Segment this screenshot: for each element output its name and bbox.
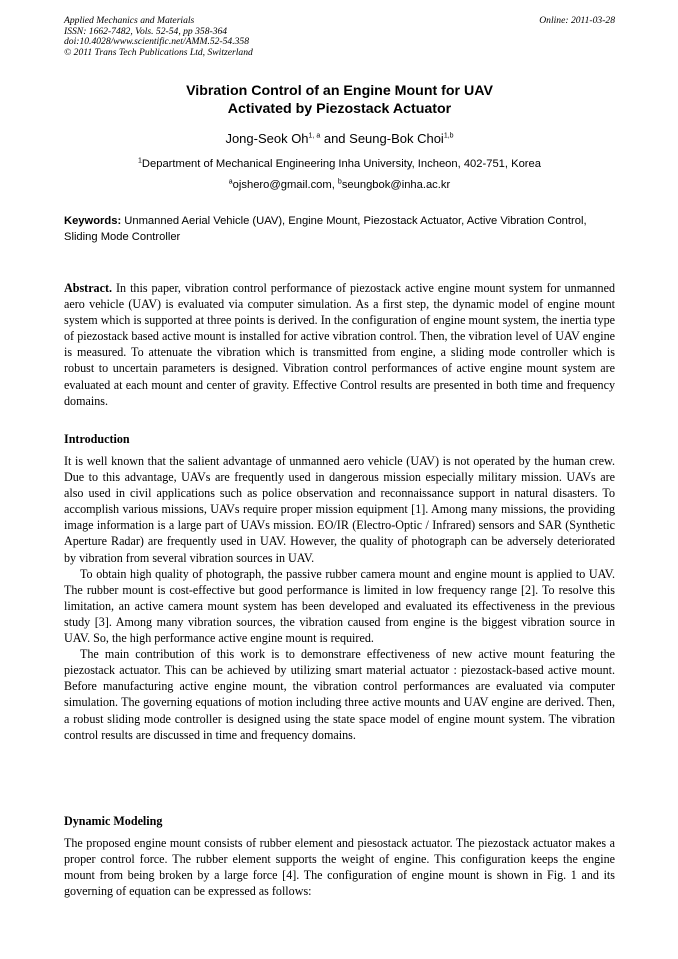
journal-doi: doi:10.4028/www.scientific.net/AMM.52-54.358 xyxy=(64,36,250,48)
introduction-body xyxy=(64,453,615,743)
dynamic-modeling-heading: Dynamic Modeling xyxy=(64,814,163,828)
introduction-paragraph-1: It is well known that the salient advantage of unmanned aero vehicle (UAV) is not operated by the human crew. Due to this advantage, UAVs are frequently used in dangerous mission especially military mission. UAVs are also used in civil applications such as police observation and reconnaissance support in natural disasters. To accomplish various missions, UAVs require proper mission equipment [1]. Among many missions, the providing image information is a large part of UAVs mission. EO/IR (Electro-Optic / Infrared) sensors and SAR (Synthetic Aperture Radar) are frequently used in UAV. However, the quality of photograph can be adversely deteriorated by vibration from several vibration sources in UAV. xyxy=(64,454,615,565)
affiliation xyxy=(64,157,615,171)
author-1-affil-mark: 1, a xyxy=(308,132,321,140)
dynamic-modeling-paragraph-1: The proposed engine mount consists of rubber element and piesostack actuator. The piezostack actuator makes a proper control force. The rubber element supports the weight of engine. This configuration keeps the engine mount from being broken by a large force [4]. The configuration of engine mount is shown in Fig. 1 and its governing of equation can be expressed as follows: xyxy=(64,836,615,899)
abstract xyxy=(64,280,615,409)
title-line-2: Activated by Piezostack Actuator xyxy=(227,101,452,117)
paper-title xyxy=(64,82,615,118)
abstract-label: Abstract. xyxy=(64,281,113,295)
journal-issn: ISSN: 1662-7482, Vols. 52-54, pp 358-364 xyxy=(64,25,228,37)
abstract-paragraph xyxy=(64,280,615,409)
introduction-heading: Introduction xyxy=(64,432,130,446)
keywords xyxy=(64,214,615,245)
email-mark-a: a xyxy=(228,178,233,186)
title-line-1: Vibration Control of an Engine Mount for UAV xyxy=(186,83,493,99)
keywords-label: Keywords: xyxy=(64,215,122,227)
journal-name: Applied Mechanics and Materials xyxy=(64,15,195,26)
author-emails xyxy=(64,178,615,192)
email-b: seungbok@inha.ac.kr xyxy=(341,179,451,191)
author-list xyxy=(64,131,615,147)
journal-header xyxy=(64,16,615,58)
affiliation-text: Department of Mechanical Engineering Inha University, Incheon, 402-751, Korea xyxy=(141,158,541,170)
author-conjunction: and xyxy=(320,131,350,146)
dynamic-modeling-body xyxy=(64,835,615,899)
author-1: Jong-Seok Oh xyxy=(225,131,309,146)
journal-copyright: © 2011 Trans Tech Publications Ltd, Switzerland xyxy=(64,46,253,58)
keywords-text: Unmanned Aerial Vehicle (UAV), Engine Mount, Piezostack Actuator, Active Vibration Control, Sliding Mode Controller xyxy=(64,215,587,243)
introduction-paragraph-2: To obtain high quality of photograph, the passive rubber camera mount and engine mount is applied to UAV. The rubber mount is cost-effective but good performance is limited in low frequency range [2]. To resolve this limitation, an active camera mount system has been developed and evaluated its effectiveness in the previous study [3]. Among many vibration sources, the vibration caused from engine is the biggest vibration source in UAV. So, the high performance active engine mount is required. xyxy=(64,566,615,646)
affiliation-mark: 1 xyxy=(138,157,142,165)
email-a: ojshero@gmail.com, xyxy=(232,179,338,191)
abstract-text: In this paper, vibration control performance of piezostack active engine mount system for unmanned aero vehicle (UAV) is evaluated via computer simulation. As a first step, the dynamic model of engine mount system which is supported at three points is derived. In the configuration of engine mount system, the inertia type of piezostack based active mount is installed for active vibration control. Then, the vibration level of UAV engine is measured. To attenuate the vibration which is transmitted from engine, a sliding mode controller which is robust to uncertain parameters is designed. Vibration control performances of active engine mount system are evaluated at each mount and center of gravity. Effective Control results are presented in both time and frequency domains. xyxy=(64,281,615,408)
online-date: Online: 2011-03-28 xyxy=(539,15,615,26)
introduction-paragraph-3: The main contribution of this work is to demonstrare effectiveness of new active mount featuring the piezostack actuator. This can be achieved by utilizing smart material actuator : piezostack-based active mount. Before manufacturing active engine mount, the vibration control performances are evaluated via computer simulation. The governing equations of motion including three active mounts and UAV engine are derived. Then, a robust sliding mode controller is designed using the state space model of engine mount system. The vibration control results are discussed in time and frequency domains. xyxy=(64,647,615,742)
author-2: Seung-Bok Choi xyxy=(349,131,444,146)
email-mark-b: b xyxy=(337,178,342,186)
author-2-affil-mark: 1,b xyxy=(443,132,454,140)
